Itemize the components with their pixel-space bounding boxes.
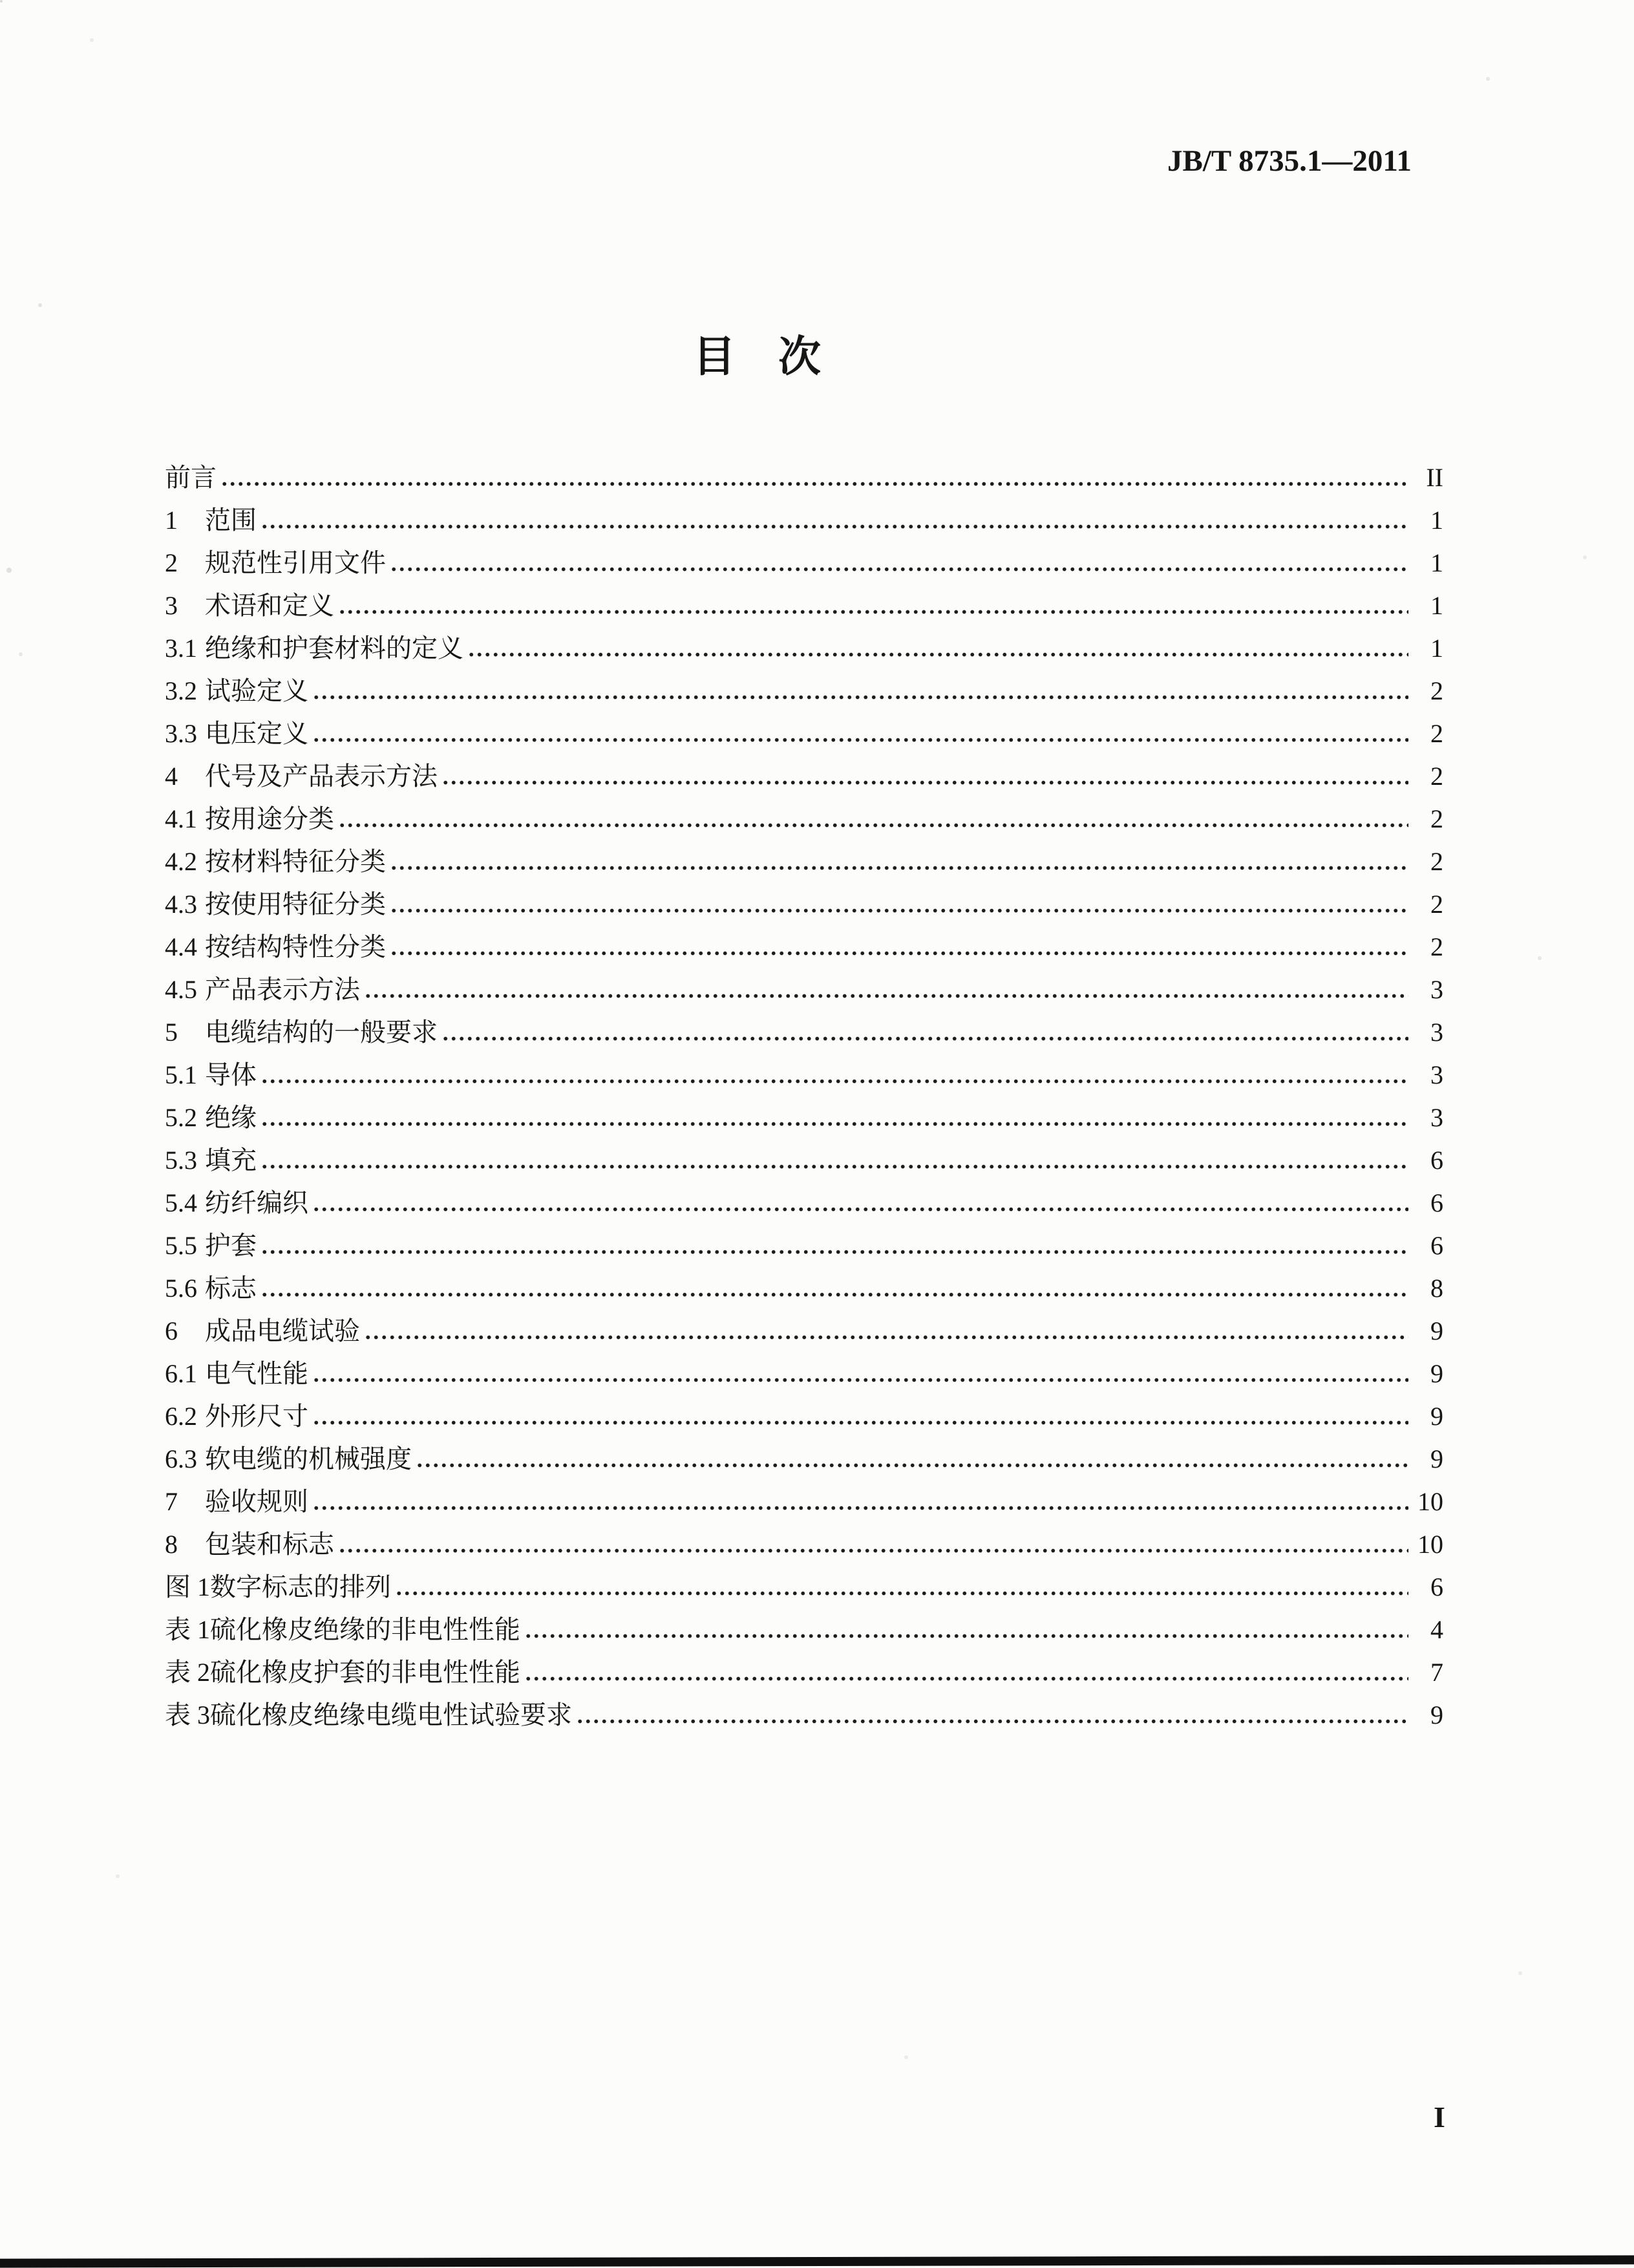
toc-dot-leader	[260, 1122, 1408, 1126]
toc-entry-page: 9	[1430, 1316, 1443, 1345]
toc-entry	[165, 666, 1443, 709]
toc-entry	[165, 794, 1443, 837]
scan-noise	[0, 0, 3, 3]
toc-entry-page: 1	[1430, 591, 1443, 620]
toc-entry-title: 规范性引用文件	[205, 548, 386, 577]
toc-entry-title: 按材料特征分类	[205, 847, 386, 876]
toc-entry	[165, 965, 1443, 1007]
toc-entry-title: 硫化橡皮绝缘电缆电性试验要求	[210, 1700, 572, 1729]
toc-dot-leader	[312, 1207, 1408, 1212]
toc-entry-page: 10	[1417, 1487, 1443, 1516]
toc-entry-title: 验收规则	[205, 1487, 308, 1516]
toc-entry	[165, 1263, 1443, 1306]
toc-dot-leader	[260, 1079, 1408, 1084]
toc-entry-page: 2	[1430, 890, 1443, 919]
toc-dot-leader	[312, 1378, 1408, 1382]
toc-entry-title: 术语和定义	[205, 591, 334, 620]
toc-entry-number: 5.2	[165, 1103, 197, 1132]
toc-entry	[165, 1221, 1443, 1263]
toc-entry-page: 9	[1430, 1402, 1443, 1431]
toc-entry	[165, 1093, 1443, 1135]
toc-dot-leader	[338, 823, 1408, 828]
toc-entry-title: 填充	[205, 1146, 257, 1175]
toc-entry	[165, 709, 1443, 751]
toc-entry	[165, 1178, 1443, 1221]
toc-entry-title: 范围	[205, 506, 257, 535]
toc-entry-page: 4	[1430, 1615, 1443, 1644]
toc-dot-leader	[260, 1292, 1408, 1297]
toc-dot-leader	[390, 908, 1408, 913]
toc-entry-title: 包装和标志	[205, 1530, 334, 1559]
toc-entry-page: 3	[1430, 1060, 1443, 1089]
toc-entry-title: 外形尺寸	[205, 1402, 308, 1431]
toc-dot-leader	[364, 1335, 1408, 1340]
toc-dot-leader	[338, 610, 1408, 614]
toc-entry-number: 4.1	[165, 804, 197, 833]
toc-entry-number: 1	[165, 506, 178, 535]
page-title: 目 次	[693, 334, 821, 381]
toc-entry-page: 2	[1430, 932, 1443, 961]
toc-entry	[165, 879, 1443, 922]
toc-entry-number: 6.1	[165, 1359, 197, 1388]
toc-entry	[165, 1135, 1443, 1178]
toc-dot-leader	[524, 1676, 1408, 1681]
toc-entry-number: 4.2	[165, 847, 197, 876]
toc-entry-page: 9	[1430, 1359, 1443, 1388]
toc-entry-page: 2	[1430, 762, 1443, 791]
toc-entry-number: 表 2	[165, 1658, 210, 1687]
toc-entry	[165, 1434, 1443, 1477]
toc-entry	[165, 581, 1443, 623]
toc-entry-title: 硫化橡皮护套的非电性性能	[210, 1658, 520, 1687]
toc-dot-leader	[441, 780, 1408, 785]
toc-entry-number: 7	[165, 1487, 178, 1516]
toc-entry	[165, 1391, 1443, 1434]
toc-dot-leader	[416, 1463, 1408, 1468]
toc-entry-number: 表 3	[165, 1700, 210, 1729]
toc-entry-page: 3	[1430, 975, 1443, 1004]
toc-entry	[165, 1007, 1443, 1050]
toc-dot-leader	[441, 1036, 1408, 1041]
toc-entry-number: 3.3	[165, 719, 197, 748]
toc-entry	[165, 1647, 1443, 1690]
toc-entry-page: 6	[1430, 1146, 1443, 1175]
toc-entry-page: 9	[1430, 1444, 1443, 1473]
toc-entry-page: 6	[1430, 1231, 1443, 1260]
toc-entry-title: 护套	[205, 1231, 257, 1260]
standard-number: JB/T 8735.1—2011	[1167, 144, 1412, 178]
toc-entry-title: 导体	[205, 1060, 257, 1089]
toc-entry-title: 按结构特性分类	[205, 932, 386, 961]
toc-entry-number: 3.1	[165, 634, 197, 663]
toc-entry	[165, 1050, 1443, 1093]
toc-entry-number: 6.3	[165, 1444, 197, 1473]
toc-entry-page: II	[1426, 463, 1443, 492]
toc-entry	[165, 1605, 1443, 1647]
toc-entry-page: 1	[1430, 548, 1443, 577]
toc-entry-title: 代号及产品表示方法	[205, 762, 438, 791]
toc-entry-page: 1	[1430, 506, 1443, 535]
toc-dot-leader	[260, 1164, 1408, 1169]
toc-entry	[165, 623, 1443, 666]
toc-entry-number: 图 1	[165, 1572, 210, 1601]
toc-dot-leader	[467, 652, 1408, 657]
toc-entry	[165, 1349, 1443, 1391]
toc-entry-page: 2	[1430, 676, 1443, 705]
toc-entry-title: 电气性能	[205, 1359, 308, 1388]
toc-entry	[165, 922, 1443, 965]
toc-entry-title: 绝缘和护套材料的定义	[205, 634, 463, 663]
toc-entry	[165, 751, 1443, 794]
toc-entry	[165, 495, 1443, 538]
toc-dot-leader	[312, 738, 1408, 742]
toc-entry	[165, 837, 1443, 879]
toc-dot-leader	[364, 994, 1408, 998]
toc-entry-number: 3	[165, 591, 178, 620]
toc-entry-page: 6	[1430, 1572, 1443, 1601]
toc-entry-page: 3	[1430, 1018, 1443, 1047]
toc-entry-number: 表 1	[165, 1615, 210, 1644]
toc-entry-title: 成品电缆试验	[205, 1316, 360, 1345]
toc-entry-title: 按用途分类	[205, 804, 334, 833]
toc-entry-number: 6.2	[165, 1402, 197, 1431]
toc-entry-number: 5.5	[165, 1231, 197, 1260]
toc-entry-page: 9	[1430, 1700, 1443, 1729]
toc-dot-leader	[390, 567, 1408, 572]
toc-dot-leader	[390, 866, 1408, 870]
toc-entry-title: 绝缘	[205, 1103, 257, 1132]
toc-entry	[165, 453, 1443, 495]
toc-entry-page: 2	[1430, 804, 1443, 833]
toc-entry-number: 5.6	[165, 1274, 197, 1303]
toc-entry-page: 8	[1430, 1274, 1443, 1303]
toc-entry-title: 标志	[205, 1274, 257, 1303]
toc-entry-number: 4.4	[165, 932, 197, 961]
toc-entry-number: 4	[165, 762, 178, 791]
toc-entry-title: 试验定义	[205, 676, 308, 705]
toc-entry-page: 2	[1430, 847, 1443, 876]
toc-entry-page: 2	[1430, 719, 1443, 748]
toc-entry-title: 产品表示方法	[205, 975, 360, 1004]
toc-entry-number: 3.2	[165, 676, 197, 705]
toc-entry-page: 3	[1430, 1103, 1443, 1132]
toc-entry-title: 软电缆的机械强度	[205, 1444, 412, 1473]
toc-entry-number: 4.3	[165, 890, 197, 919]
toc-dot-leader	[338, 1548, 1408, 1553]
toc-entry-title: 电压定义	[205, 719, 308, 748]
toc-entry-number: 5.3	[165, 1146, 197, 1175]
toc-entry	[165, 1306, 1443, 1349]
toc-dot-leader	[260, 524, 1408, 529]
toc-entry	[165, 1690, 1443, 1733]
footer-page-number: I	[1434, 2101, 1445, 2134]
toc-entry-title: 数字标志的排列	[210, 1572, 391, 1601]
toc-entry-page: 10	[1417, 1530, 1443, 1559]
toc-entry-number: 8	[165, 1530, 178, 1559]
toc-entry-title: 硫化橡皮绝缘的非电性性能	[210, 1615, 520, 1644]
toc-entry	[165, 538, 1443, 581]
toc-dot-leader	[312, 695, 1408, 700]
toc-entry-title: 按使用特征分类	[205, 890, 386, 919]
toc-dot-leader	[312, 1420, 1408, 1425]
toc-dot-leader	[220, 482, 1408, 486]
toc-entry-number: 6	[165, 1316, 178, 1345]
toc-entry-number: 4.5	[165, 975, 197, 1004]
scan-bottom-edge	[0, 2255, 1634, 2267]
toc-entry	[165, 1477, 1443, 1519]
toc-entry-title: 纺纤编织	[205, 1188, 308, 1217]
toc-list	[165, 453, 1443, 1733]
toc-entry-page: 6	[1430, 1188, 1443, 1217]
toc-entry-title: 前言	[165, 463, 217, 492]
toc-dot-leader	[312, 1506, 1408, 1510]
toc-dot-leader	[524, 1634, 1408, 1638]
toc-entry-number: 5.1	[165, 1060, 197, 1089]
toc-entry	[165, 1562, 1443, 1605]
toc-dot-leader	[395, 1591, 1408, 1596]
toc-dot-leader	[576, 1719, 1408, 1724]
toc-entry-number: 2	[165, 548, 178, 577]
toc-entry-number: 5.4	[165, 1188, 197, 1217]
toc-entry-page: 7	[1430, 1658, 1443, 1687]
toc-entry-title: 电缆结构的一般要求	[205, 1018, 438, 1047]
toc-dot-leader	[390, 951, 1408, 956]
toc-entry-number: 5	[165, 1018, 178, 1047]
toc-entry	[165, 1519, 1443, 1562]
toc-dot-leader	[260, 1250, 1408, 1254]
toc-entry-page: 1	[1430, 634, 1443, 663]
